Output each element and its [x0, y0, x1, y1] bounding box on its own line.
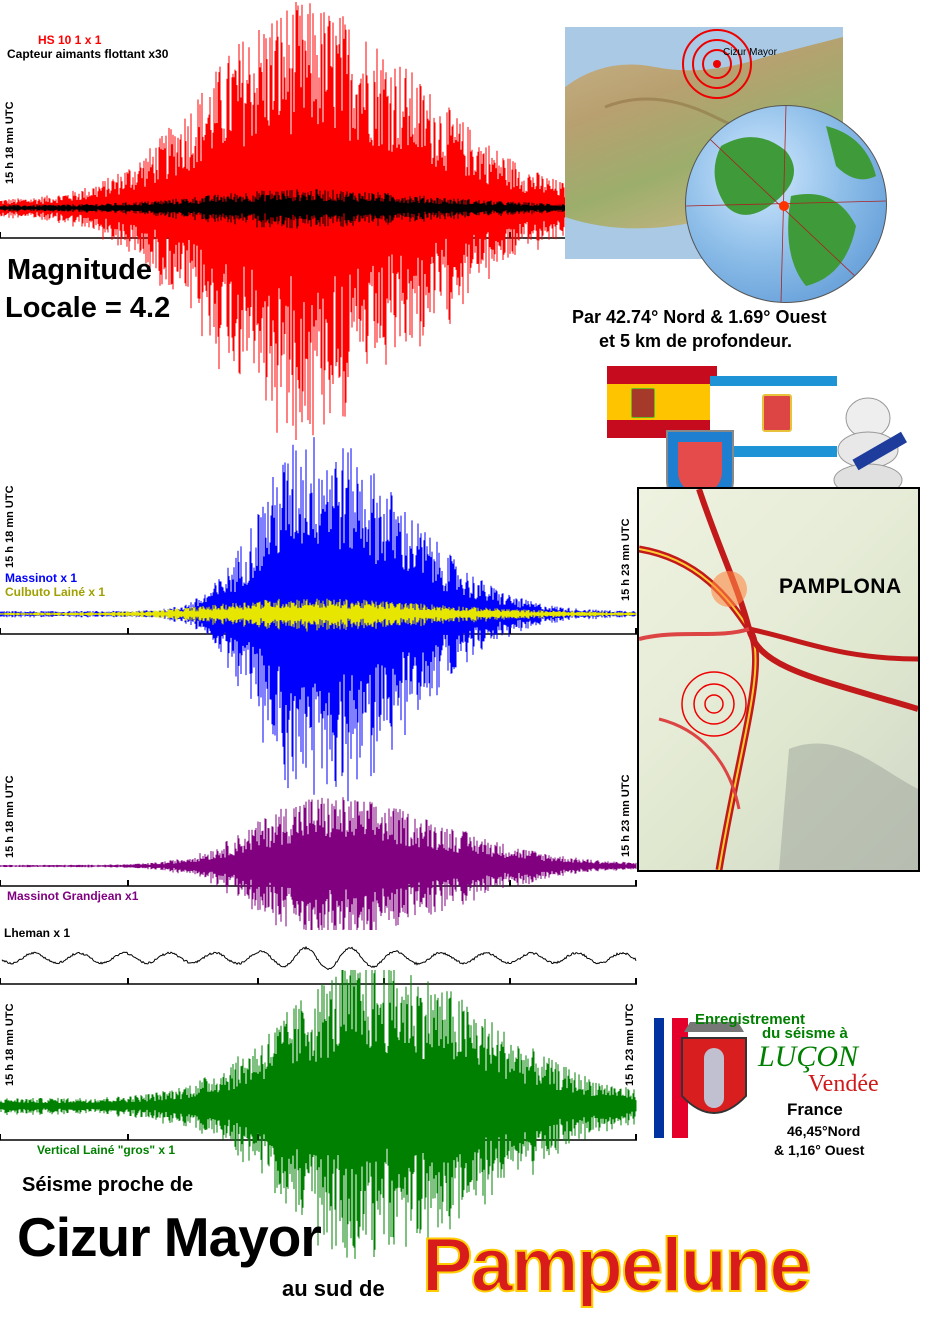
lucon-logo-text: LUÇON [758, 1040, 859, 1073]
time-label-right-3: 15 h 23 mn UTC [620, 774, 632, 857]
vertical-laine-label: Vertical Lainé "gros" x 1 [37, 1143, 176, 1157]
station-country: France [787, 1100, 843, 1119]
map-city-label: PAMPLONA [779, 575, 902, 598]
footer-conjunction: au sud de [282, 1276, 385, 1301]
time-label-left-2: 15 h 18 mn UTC [4, 485, 16, 568]
road-network [639, 489, 918, 870]
station-lat: 46,45°Nord [787, 1123, 861, 1139]
luçon-coat-of-arms [654, 1018, 774, 1138]
trace-massinot-grandjean [0, 797, 636, 930]
globe [685, 105, 887, 303]
massinot-label: Massinot x 1 [5, 571, 78, 585]
globe-land [686, 106, 886, 302]
footer-city: Pampelune [422, 1223, 810, 1308]
footer-main-title: Cizur Mayor [17, 1206, 321, 1268]
spain-flag [607, 366, 717, 438]
trace-red-line [0, 2, 636, 440]
capteur-label: Capteur aimants flottant x30 [7, 47, 169, 61]
mascot-bibendum [808, 388, 918, 498]
grandjean-label: Massinot Grandjean x1 [7, 889, 139, 903]
trace-lheman [2, 947, 636, 970]
trace-purple-line [0, 797, 636, 930]
lheman-label: Lheman x 1 [4, 926, 71, 940]
trace-capteur-aimants [0, 2, 636, 440]
hs10-label: HS 10 1 x 1 [38, 33, 102, 47]
time-label-left-4: 15 h 18 mn UTC [4, 1003, 16, 1086]
pamplona-road-map [637, 487, 920, 872]
epicenter-depth: et 5 km de profondeur. [599, 331, 793, 351]
footer-line1: Séisme proche de [22, 1174, 194, 1196]
time-label-left-1: 15 h 18 mn UTC [4, 101, 16, 184]
time-label-left-3: 15 h 18 mn UTC [4, 775, 16, 858]
vendee-logo-text: Vendée [808, 1071, 879, 1097]
time-label-right-4: 15 h 23 mn UTC [624, 1003, 636, 1086]
epicenter-coords: Par 42.74° Nord & 1.69° Ouest [572, 307, 827, 327]
magnitude-line2: Locale = 4.2 [5, 292, 171, 324]
magnitude-line1: Magnitude [7, 254, 152, 286]
time-label-right-2: 15 h 23 mn UTC [620, 518, 632, 601]
map-epicenter-label: Cizur Mayor [723, 47, 777, 58]
culbuto-label: Culbuto Lainé x 1 [5, 585, 106, 599]
station-lon: & 1,16° Ouest [774, 1142, 865, 1158]
station-line1: Enregistrement [695, 1011, 806, 1028]
trace-lheman-line [2, 947, 636, 970]
station-line2: du séisme à [762, 1025, 848, 1042]
